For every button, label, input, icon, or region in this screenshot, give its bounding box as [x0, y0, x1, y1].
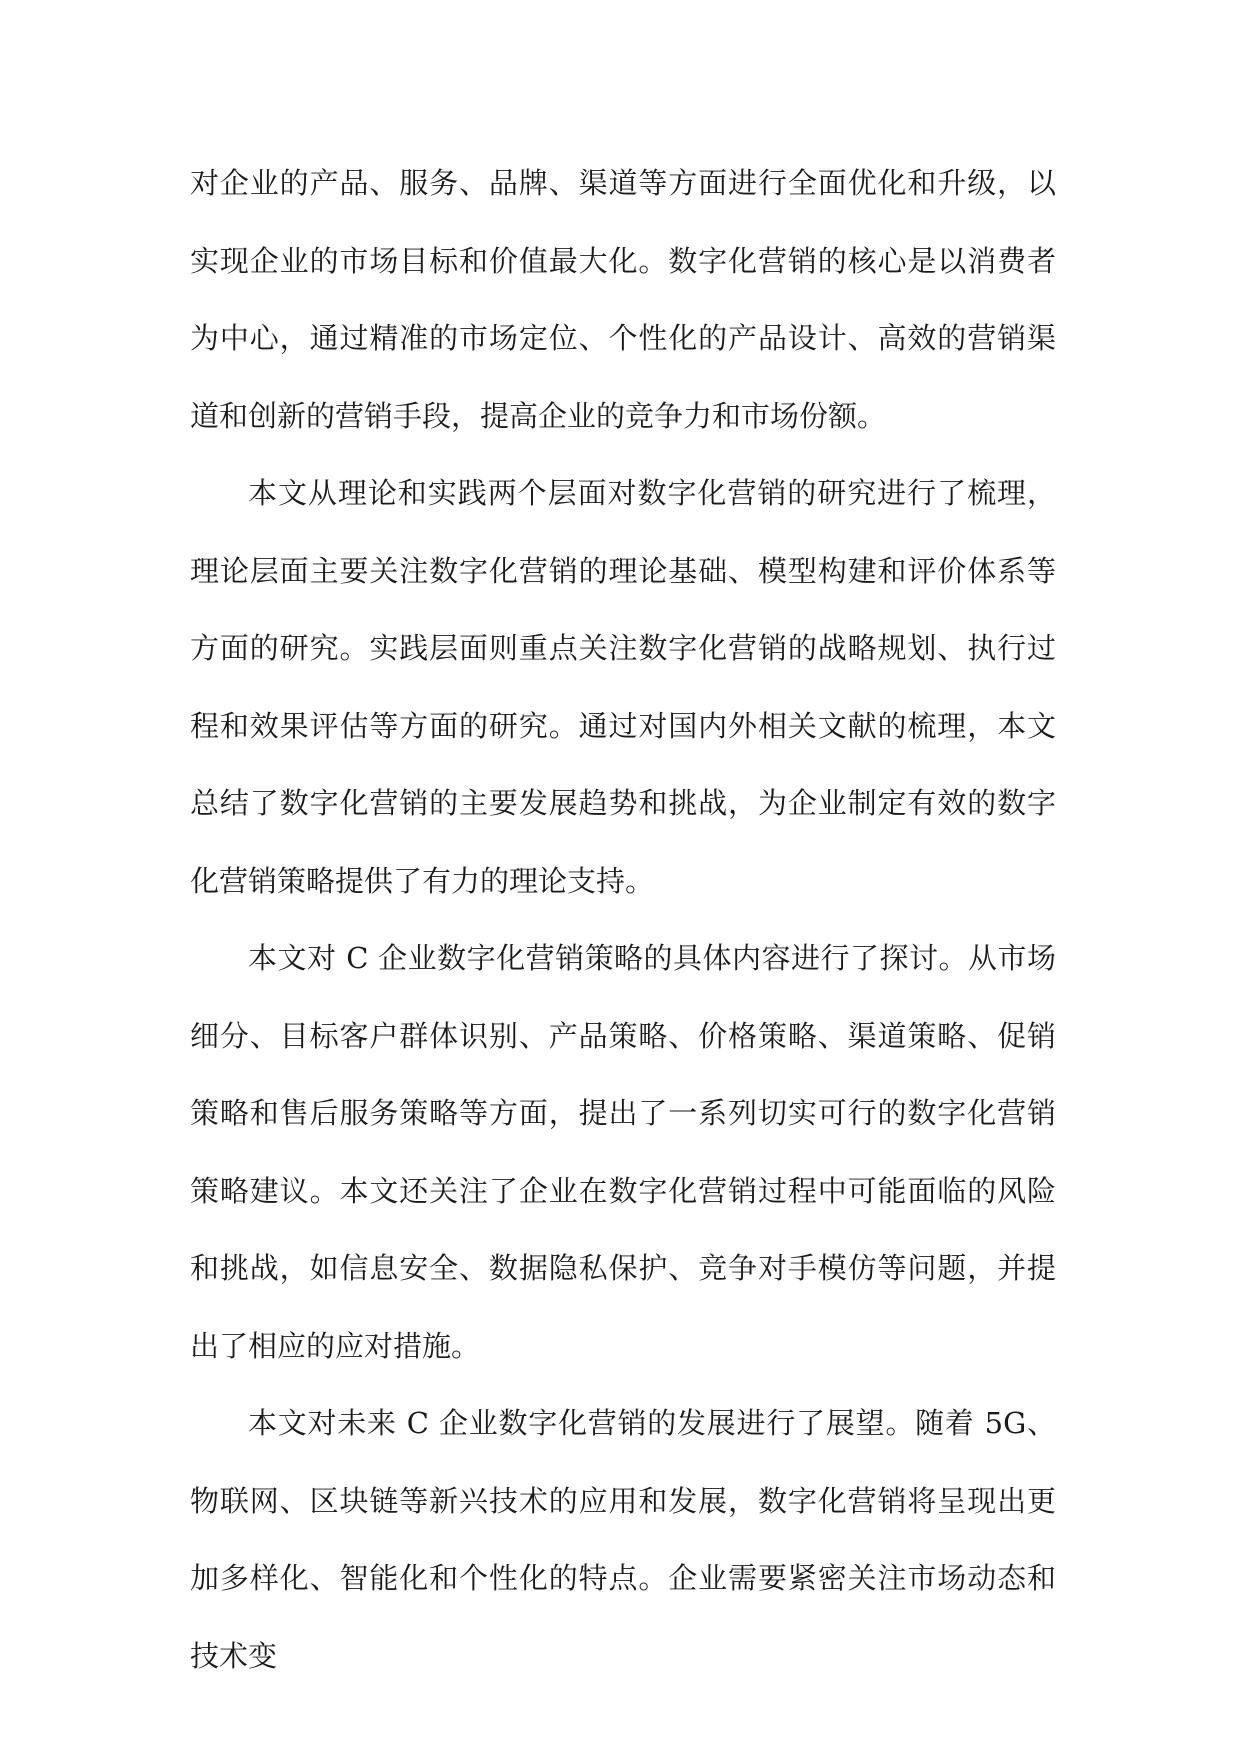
body-text	[190, 145, 1056, 1695]
paragraph-research-review: 本文从理论和实践两个层面对数字化营销的研究进行了梳理，理论层面主要关注数字化营销的理论基础、模型构建和评价体系等方面的研究。实践层面则重点关注数字化营销的战略规划、执行过程和效果评估等方面的研究。通过对国内外相关文献的梳理，本文总结了数字化营销的主要发展趋势和挑战，为企业制定有效的数字化营销策略提供了有力的理论支持。	[190, 476, 1056, 898]
paragraph-continuation: 对企业的产品、服务、品牌、渠道等方面进行全面优化和升级，以实现企业的市场目标和价值最大化。数字化营销的核心是以消费者为中心，通过精准的市场定位、个性化的产品设计、高效的营销渠道和创新的营销手段，提高企业的竞争力和市场份额。	[190, 166, 1056, 433]
paragraph-strategy-content: 本文对 C 企业数字化营销策略的具体内容进行了探讨。从市场细分、目标客户群体识别、产品策略、价格策略、渠道策略、促销策略和售后服务策略等方面，提出了一系列切实可行的数字化营销策略建议。本文还关注了企业在数字化营销过程中可能面临的风险和挑战，如信息安全、数据隐私保护、竞争对手模仿等问题，并提出了相应的应对措施。	[190, 941, 1056, 1363]
paragraph-outlook: 本文对未来 C 企业数字化营销的发展进行了展望。随着 5G、物联网、区块链等新兴技术的应用和发展，数字化营销将呈现出更加多样化、智能化和个性化的特点。企业需要紧密关注市场动态和技术变	[190, 1406, 1056, 1673]
